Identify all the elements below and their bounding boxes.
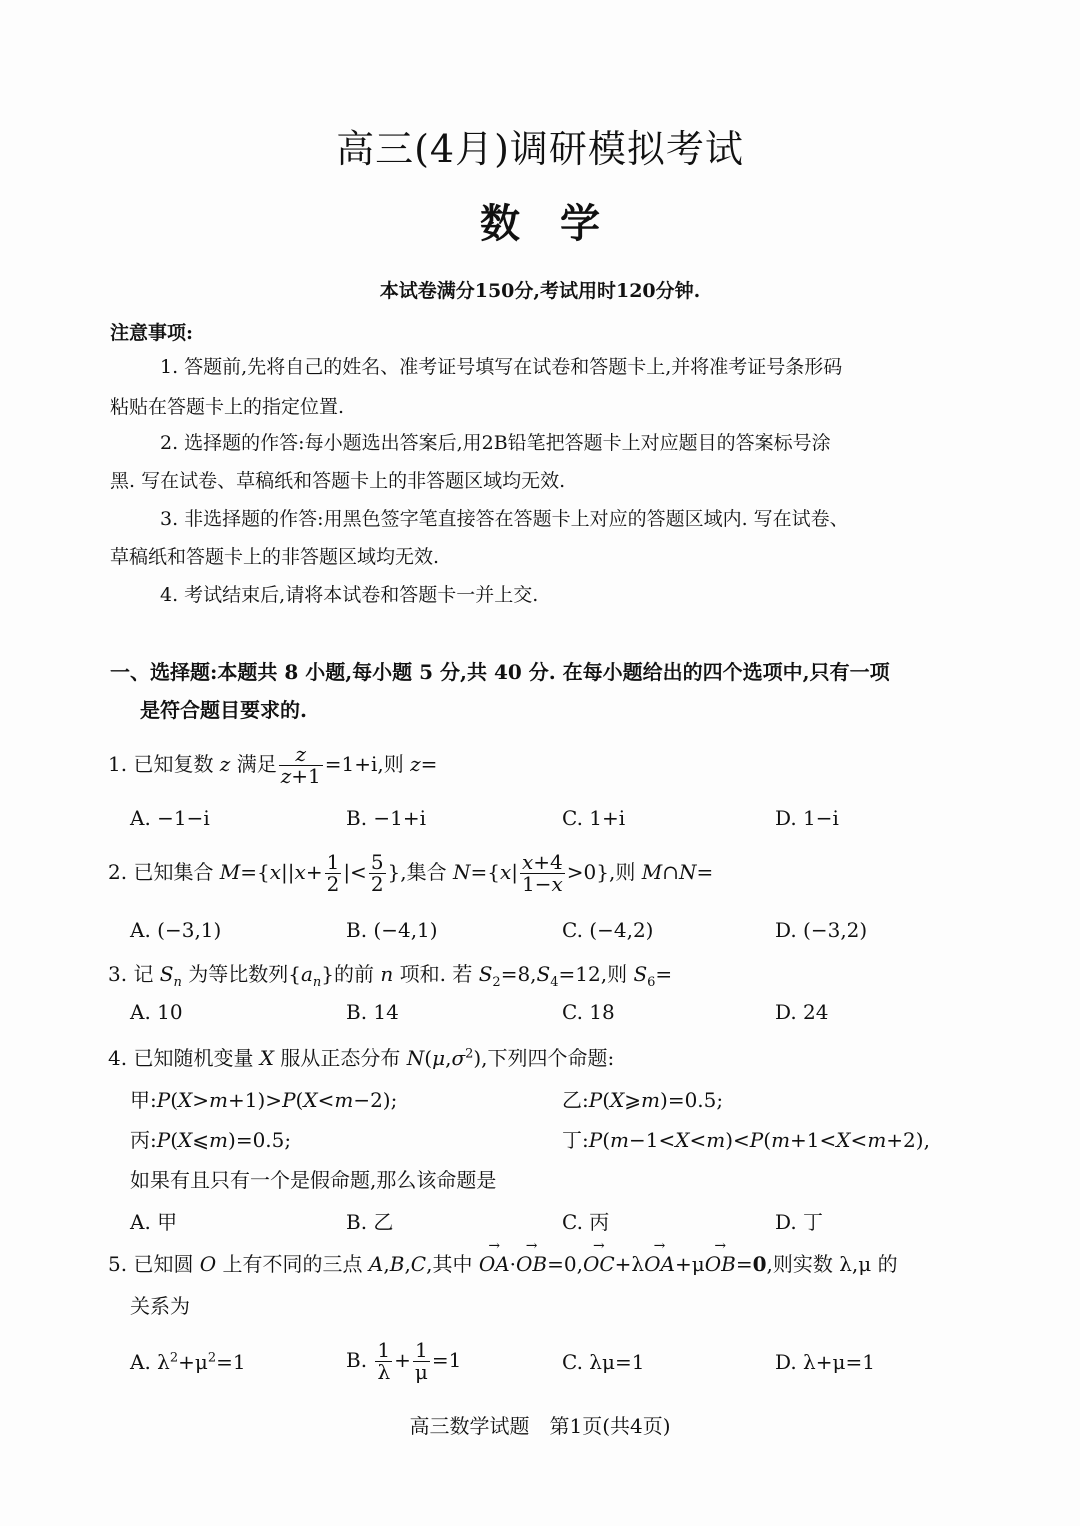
- notice-line: 黑. 写在试卷、草稿纸和答题卡上的非答题区域均无效.: [110, 470, 566, 492]
- question-2-stem: 2. 已知集合 M={x||x+ $\frac{1}{2}$ |< $\frac{5}{2}$ },集合 N={x| $\frac{x+4}{1-x}$ >0},则 M∩N=: [108, 850, 714, 896]
- q1-option-c: C. 1+i: [562, 806, 626, 830]
- q4-option-d: D. 丁: [775, 1210, 824, 1234]
- q5-option-b: B. $\frac{1}{\lambda}$ + $\frac{1}{\mu}$ =1: [346, 1338, 462, 1384]
- notice-line: 粘贴在答题卡上的指定位置.: [110, 396, 345, 418]
- q4-option-c: C. 丙: [562, 1210, 610, 1234]
- q3-option-a: A. 10: [130, 1000, 183, 1024]
- question-5-stem: 5. 已知圆 O 上有不同的三点 A,B,C,其中 → OA·→ OB=0,→ OC+λ→ OA+μ→ OB=0,则实数 λ,μ 的: [108, 1248, 898, 1277]
- notice-line: 3. 非选择题的作答:用黑色签字笔直接答在答题卡上对应的答题区域内. 写在试卷、: [160, 508, 849, 530]
- q4-conclusion: 如果有且只有一个是假命题,那么该命题是: [130, 1168, 497, 1192]
- q2-option-c: C. (−4,2): [562, 918, 654, 942]
- q5-option-d: D. λ+μ=1: [775, 1350, 875, 1374]
- q4-option-b: B. 乙: [346, 1210, 394, 1234]
- section-heading-cont: 是符合题目要求的.: [140, 698, 307, 722]
- notice-line: 2. 选择题的作答:每小题选出答案后,用2B铅笔把答题卡上对应题目的答案标号涂: [160, 432, 831, 454]
- question-1-stem: 1. 已知复数 z 满足 $\frac{z}{z+1}$ =1+i,则 z=: [108, 742, 438, 788]
- page-footer: 高三数学试题 第1页(共4页): [409, 1414, 671, 1438]
- q4-proposition-ding: 丁:P(m−1<X<m)<P(m+1<X<m+2),: [562, 1128, 930, 1152]
- q3-option-d: D. 24: [775, 1000, 829, 1024]
- q5-option-c: C. λμ=1: [562, 1350, 645, 1374]
- q2-option-b: B. (−4,1): [346, 918, 438, 942]
- notice-heading: 注意事项:: [110, 322, 194, 344]
- q1-option-a: A. −1−i: [130, 806, 210, 830]
- q1-option-d: D. 1−i: [775, 806, 839, 830]
- notice-line: 4. 考试结束后,请将本试卷和答题卡一并上交.: [160, 584, 539, 606]
- q4-proposition-jia: 甲:P(X>m+1)>P(X<m−2);: [130, 1088, 398, 1112]
- q4-proposition-yi: 乙:P(X⩾m)=0.5;: [562, 1088, 724, 1112]
- notice-line: 1. 答题前,先将自己的姓名、准考证号填写在试卷和答题卡上,并将准考证号条形码: [160, 356, 843, 378]
- q4-option-a: A. 甲: [130, 1210, 178, 1234]
- q4-proposition-bing: 丙:P(X⩽m)=0.5;: [130, 1128, 292, 1152]
- question-3-stem: 3. 记 $S_n$ 为等比数列$\{a_n\}$的前 n 项和. 若 $S_2=8,S_4=12$,则 $S_6=$: [108, 962, 673, 990]
- question-5-stem-cont: 关系为: [130, 1294, 190, 1318]
- score-note: 本试卷满分150分,考试用时120分钟.: [379, 280, 701, 302]
- q3-option-c: C. 18: [562, 1000, 615, 1024]
- q3-option-b: B. 14: [346, 1000, 399, 1024]
- notice-line: 草稿纸和答题卡上的非答题区域均无效.: [110, 546, 440, 568]
- q2-option-a: A. (−3,1): [130, 918, 222, 942]
- exam-title: 高三(4月)调研模拟考试: [336, 127, 744, 171]
- section-heading: 一、选择题:本题共 8 小题,每小题 5 分,共 40 分. 在每小题给出的四个选项中,只有一项: [110, 660, 890, 684]
- question-4-stem: 4. 已知随机变量 X 服从正态分布 $N(\mu,\sigma^2)$,下列四个命题:: [108, 1046, 615, 1070]
- subject-title: 数学: [480, 200, 640, 247]
- q5-option-a: A. $\lambda^2+\mu^2=1$: [130, 1350, 246, 1374]
- q2-option-d: D. (−3,2): [775, 918, 868, 942]
- q1-option-b: B. −1+i: [346, 806, 427, 830]
